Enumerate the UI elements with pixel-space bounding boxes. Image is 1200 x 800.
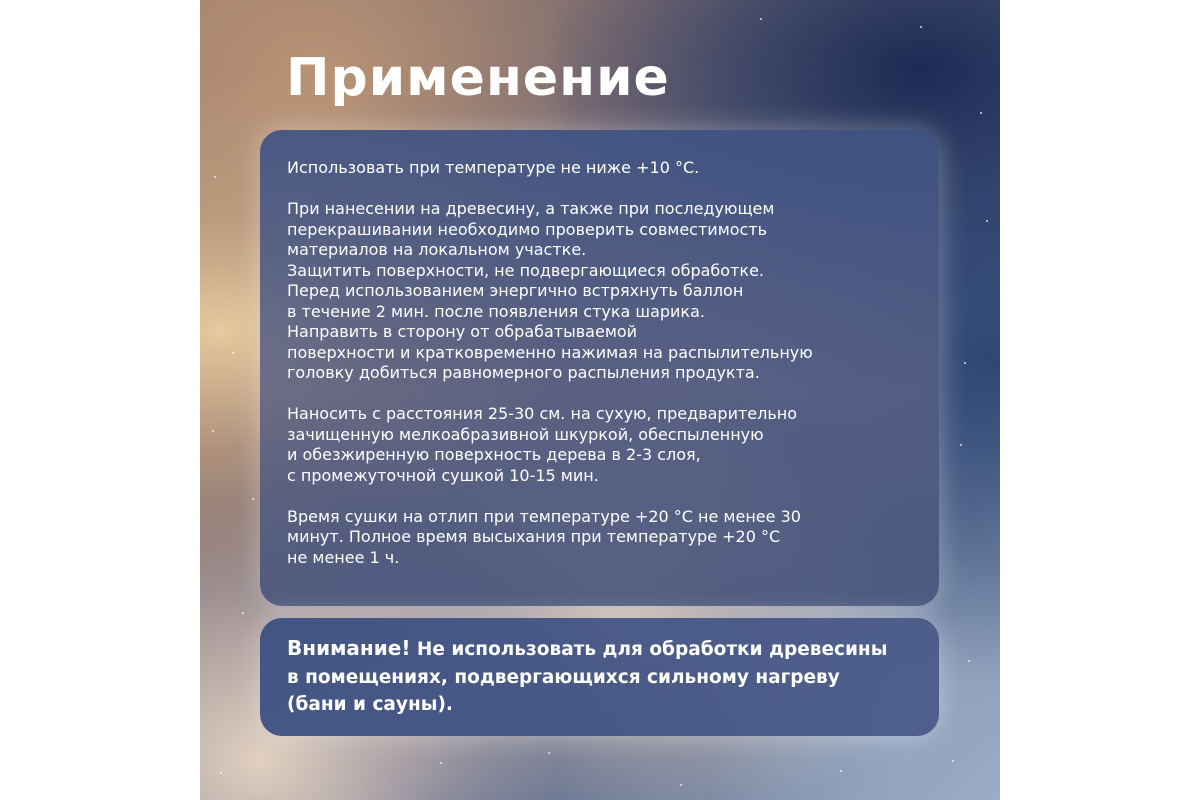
instruction-line: Направить в сторону от обрабатываемой xyxy=(287,322,638,341)
warning-line: (бани и сауны). xyxy=(287,694,453,715)
instruction-line: минут. Полное время высыхания при температуре +20 °С xyxy=(287,527,781,546)
warning-line: в помещениях, подвергающихся сильному нагреву xyxy=(287,666,840,688)
instruction-paragraph xyxy=(287,404,915,486)
warning-card xyxy=(260,618,939,736)
warning-lead: Внимание! xyxy=(287,636,411,660)
instruction-paragraph xyxy=(287,199,915,384)
instruction-line: головку добиться равномерного распыления продукта. xyxy=(287,363,760,382)
instruction-line: материалов на локальном участке. xyxy=(287,240,587,259)
instruction-line: Время сушки на отлип при температуре +20 °С не менее 30 xyxy=(287,506,801,526)
instruction-line: не менее 1 ч. xyxy=(287,547,400,567)
instruction-line: Перед использованием энергично встряхнуть баллон xyxy=(287,281,744,300)
instruction-line: перекрашивании необходимо проверить совместимость xyxy=(287,219,768,239)
instruction-line: Использовать при температуре не ниже +10 °С. xyxy=(287,158,700,177)
instruction-paragraph xyxy=(287,507,915,569)
instructions-card xyxy=(260,130,939,606)
instruction-line: в течение 2 мин. после появления стука шарика. xyxy=(287,301,705,321)
instruction-line: Наносить с расстояния 25-30 см. на сухую, предварительно xyxy=(287,404,798,423)
warning-line xyxy=(287,635,915,664)
poster xyxy=(200,0,1000,800)
instruction-line: зачищенную мелкоабразивной шкуркой, обеспыленную xyxy=(287,424,764,444)
instruction-line: При нанесении на древесину, а также при последующем xyxy=(287,199,775,218)
instruction-line: и обезжиренную поверхность дерева в 2-3 слоя, xyxy=(287,445,701,464)
instruction-paragraph xyxy=(287,158,915,179)
instruction-line: Защитить поверхности, не подвергающиеся обработке. xyxy=(287,260,764,280)
warning-text: Не использовать для обработки древесины xyxy=(416,639,888,660)
instruction-line: поверхности и кратковременно нажимая на распылительную xyxy=(287,342,813,362)
page-title: Применение xyxy=(286,48,670,108)
instruction-line: с промежуточной сушкой 10-15 мин. xyxy=(287,465,599,485)
